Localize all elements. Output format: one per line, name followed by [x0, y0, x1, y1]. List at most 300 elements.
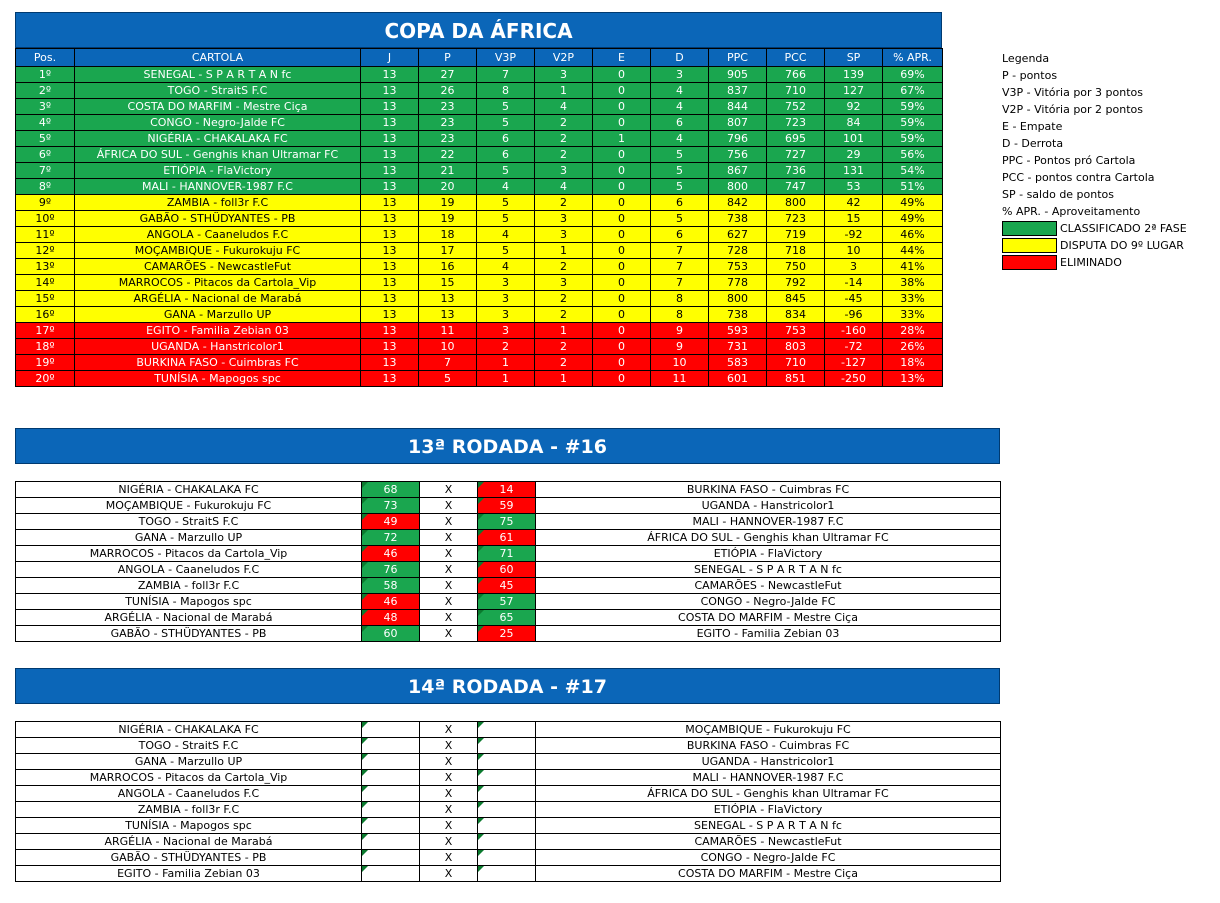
standings-cell-ppc: 800	[709, 179, 767, 195]
standings-cell-e: 0	[593, 195, 651, 211]
header-apr: % APR.	[883, 49, 943, 67]
standings-cell-j: 13	[361, 163, 419, 179]
standings-row	[16, 227, 943, 243]
standings-cell-apr: 67%	[883, 83, 943, 99]
standings-cell-sp: -45	[825, 291, 883, 307]
standings-cell-apr: 49%	[883, 211, 943, 227]
standings-row	[16, 179, 943, 195]
standings-cell-j: 13	[361, 195, 419, 211]
standings-cell-ppc: 738	[709, 211, 767, 227]
match-row	[16, 610, 1001, 626]
standings-cell-p: 5	[419, 371, 477, 387]
home-score: 72	[362, 530, 420, 546]
standings-row	[16, 147, 943, 163]
standings-cell-team: TUNÍSIA - Mapogos spc	[75, 371, 361, 387]
standings-cell-v3p: 3	[477, 291, 535, 307]
standings-cell-j: 13	[361, 243, 419, 259]
legend-entry	[1002, 254, 1217, 271]
match-row	[16, 738, 1001, 754]
standings-cell-sp: 42	[825, 195, 883, 211]
standings-cell-pcc: 792	[767, 275, 825, 291]
standings-cell-v3p: 6	[477, 147, 535, 163]
standings-cell-j: 13	[361, 291, 419, 307]
away-team: MALI - HANNOVER-1987 F.C	[536, 514, 1001, 530]
standings-cell-j: 13	[361, 179, 419, 195]
standings-cell-sp: 53	[825, 179, 883, 195]
standings-cell-team: NIGÉRIA - CHAKALAKA FC	[75, 131, 361, 147]
standings-cell-team: COSTA DO MARFIM - Mestre Ciça	[75, 99, 361, 115]
standings-cell-apr: 18%	[883, 355, 943, 371]
standings-cell-team: GABÃO - STHÜDYANTES - PB	[75, 211, 361, 227]
match-row	[16, 498, 1001, 514]
home-score: 48	[362, 610, 420, 626]
standings-cell-pcc: 750	[767, 259, 825, 275]
versus-separator: X	[420, 834, 478, 850]
standings-row	[16, 131, 943, 147]
standings-cell-e: 0	[593, 99, 651, 115]
standings-cell-j: 13	[361, 371, 419, 387]
away-score: 25	[478, 626, 536, 642]
standings-cell-ppc: 593	[709, 323, 767, 339]
standings-cell-p: 22	[419, 147, 477, 163]
legend-label: CLASSIFICADO 2ª FASE	[1060, 222, 1187, 235]
standings-cell-v2p: 2	[535, 355, 593, 371]
standings-cell-pos: 19º	[16, 355, 75, 371]
standings-cell-p: 23	[419, 99, 477, 115]
home-score	[362, 866, 420, 882]
match-row	[16, 786, 1001, 802]
standings-cell-sp: 101	[825, 131, 883, 147]
standings-cell-p: 23	[419, 115, 477, 131]
legend-entry	[1002, 220, 1217, 237]
standings-cell-v2p: 2	[535, 307, 593, 323]
home-team: NIGÉRIA - CHAKALAKA FC	[16, 482, 362, 498]
standings-cell-v2p: 2	[535, 147, 593, 163]
standings-cell-p: 13	[419, 307, 477, 323]
match-row	[16, 482, 1001, 498]
standings-cell-sp: -72	[825, 339, 883, 355]
versus-separator: X	[420, 786, 478, 802]
standings-cell-ppc: 796	[709, 131, 767, 147]
standings-cell-e: 0	[593, 323, 651, 339]
standings-cell-v2p: 4	[535, 99, 593, 115]
away-score	[478, 786, 536, 802]
standings-cell-pos: 11º	[16, 227, 75, 243]
home-team: TUNÍSIA - Mapogos spc	[16, 818, 362, 834]
legend-line: PPC - Pontos pró Cartola	[1002, 154, 1136, 167]
legend-line: P - pontos	[1002, 69, 1058, 82]
standings-cell-pcc: 747	[767, 179, 825, 195]
away-score: 61	[478, 530, 536, 546]
standings-cell-pos: 2º	[16, 83, 75, 99]
standings-cell-v3p: 5	[477, 195, 535, 211]
standings-cell-apr: 56%	[883, 147, 943, 163]
standings-cell-team: BURKINA FASO - Cuimbras FC	[75, 355, 361, 371]
home-team: NIGÉRIA - CHAKALAKA FC	[16, 722, 362, 738]
standings-cell-pcc: 803	[767, 339, 825, 355]
away-score: 60	[478, 562, 536, 578]
legend-line: PCC - pontos contra Cartola	[1002, 171, 1155, 184]
standings-cell-apr: 59%	[883, 115, 943, 131]
standings-cell-v3p: 3	[477, 307, 535, 323]
standings-cell-sp: -127	[825, 355, 883, 371]
standings-cell-ppc: 837	[709, 83, 767, 99]
match-row	[16, 834, 1001, 850]
standings-cell-pos: 20º	[16, 371, 75, 387]
standings-cell-apr: 33%	[883, 291, 943, 307]
home-team: ARGÉLIA - Nacional de Marabá	[16, 610, 362, 626]
match-row	[16, 626, 1001, 642]
standings-cell-pcc: 723	[767, 211, 825, 227]
standings-cell-v2p: 2	[535, 195, 593, 211]
home-score	[362, 770, 420, 786]
standings-cell-v2p: 2	[535, 339, 593, 355]
standings-cell-p: 15	[419, 275, 477, 291]
standings-row	[16, 355, 943, 371]
away-team: COSTA DO MARFIM - Mestre Ciça	[536, 866, 1001, 882]
away-team: MALI - HANNOVER-1987 F.C	[536, 770, 1001, 786]
header-e: E	[593, 49, 651, 67]
standings-cell-sp: 127	[825, 83, 883, 99]
away-team: CAMARÕES - NewcastleFut	[536, 578, 1001, 594]
away-score	[478, 722, 536, 738]
standings-cell-v2p: 3	[535, 211, 593, 227]
standings-cell-d: 7	[651, 275, 709, 291]
standings-cell-team: ÁFRICA DO SUL - Genghis khan Ultramar FC	[75, 147, 361, 163]
legend	[1002, 50, 1217, 271]
match-row	[16, 578, 1001, 594]
versus-separator: X	[420, 578, 478, 594]
standings-cell-j: 13	[361, 275, 419, 291]
standings-cell-v2p: 3	[535, 275, 593, 291]
versus-separator: X	[420, 626, 478, 642]
standings-cell-pcc: 834	[767, 307, 825, 323]
standings-cell-apr: 38%	[883, 275, 943, 291]
home-score: 46	[362, 546, 420, 562]
away-team: SENEGAL - S P A R T A N fc	[536, 818, 1001, 834]
standings-cell-e: 0	[593, 355, 651, 371]
standings-cell-pos: 17º	[16, 323, 75, 339]
standings-row	[16, 163, 943, 179]
standings-cell-p: 11	[419, 323, 477, 339]
home-team: ANGOLA - Caaneludos F.C	[16, 786, 362, 802]
match-row	[16, 770, 1001, 786]
standings-cell-v2p: 4	[535, 179, 593, 195]
standings-cell-ppc: 905	[709, 67, 767, 83]
standings-cell-v3p: 5	[477, 99, 535, 115]
away-score: 57	[478, 594, 536, 610]
standings-row	[16, 323, 943, 339]
standings-cell-p: 26	[419, 83, 477, 99]
standings-cell-team: EGITO - Familia Zebian 03	[75, 323, 361, 339]
standings-cell-pcc: 695	[767, 131, 825, 147]
header-v3p: V3P	[477, 49, 535, 67]
match-row	[16, 850, 1001, 866]
standings-cell-p: 13	[419, 291, 477, 307]
legend-line: E - Empate	[1002, 120, 1063, 133]
standings-cell-ppc: 867	[709, 163, 767, 179]
standings-header-row	[16, 49, 943, 67]
standings-cell-pos: 3º	[16, 99, 75, 115]
standings-cell-p: 27	[419, 67, 477, 83]
standings-cell-team: CAMARÕES - NewcastleFut	[75, 259, 361, 275]
standings-cell-e: 0	[593, 275, 651, 291]
standings-row	[16, 99, 943, 115]
standings-cell-v3p: 5	[477, 115, 535, 131]
standings-cell-v2p: 3	[535, 227, 593, 243]
standings-cell-e: 0	[593, 227, 651, 243]
versus-separator: X	[420, 738, 478, 754]
versus-separator: X	[420, 866, 478, 882]
standings-cell-v2p: 1	[535, 323, 593, 339]
standings-cell-ppc: 807	[709, 115, 767, 131]
home-team: GANA - Marzullo UP	[16, 754, 362, 770]
standings-cell-e: 0	[593, 83, 651, 99]
standings-cell-team: MOÇAMBIQUE - Fukurokuju FC	[75, 243, 361, 259]
away-team: UGANDA - Hanstricolor1	[536, 498, 1001, 514]
away-score: 59	[478, 498, 536, 514]
standings-cell-ppc: 778	[709, 275, 767, 291]
away-score	[478, 802, 536, 818]
standings-cell-ppc: 844	[709, 99, 767, 115]
home-team: MARROCOS - Pitacos da Cartola_Vip	[16, 770, 362, 786]
standings-cell-apr: 49%	[883, 195, 943, 211]
standings-cell-v2p: 2	[535, 131, 593, 147]
home-score: 49	[362, 514, 420, 530]
standings-cell-pcc: 710	[767, 83, 825, 99]
home-score	[362, 786, 420, 802]
standings-cell-apr: 33%	[883, 307, 943, 323]
standings-cell-team: ZAMBIA - foll3r F.C	[75, 195, 361, 211]
standings-cell-ppc: 842	[709, 195, 767, 211]
standings-cell-v2p: 2	[535, 291, 593, 307]
legend-entry	[1002, 237, 1217, 254]
versus-separator: X	[420, 594, 478, 610]
standings-cell-d: 5	[651, 147, 709, 163]
legend-line: % APR. - Aproveitamento	[1002, 205, 1141, 218]
standings-cell-pcc: 710	[767, 355, 825, 371]
standings-cell-team: ETIÓPIA - FlaVictory	[75, 163, 361, 179]
standings-cell-d: 7	[651, 243, 709, 259]
standings-cell-p: 18	[419, 227, 477, 243]
standings-cell-pcc: 727	[767, 147, 825, 163]
header-j: J	[361, 49, 419, 67]
standings-cell-v3p: 4	[477, 179, 535, 195]
home-team: MARROCOS - Pitacos da Cartola_Vip	[16, 546, 362, 562]
standings-cell-pcc: 766	[767, 67, 825, 83]
header-cartola: CARTOLA	[75, 49, 361, 67]
standings-cell-e: 0	[593, 307, 651, 323]
standings-cell-j: 13	[361, 83, 419, 99]
standings-cell-e: 0	[593, 179, 651, 195]
standings-cell-ppc: 601	[709, 371, 767, 387]
standings-cell-pcc: 752	[767, 99, 825, 115]
versus-separator: X	[420, 818, 478, 834]
standings-cell-pos: 6º	[16, 147, 75, 163]
versus-separator: X	[420, 754, 478, 770]
standings-cell-j: 13	[361, 323, 419, 339]
standings-row	[16, 259, 943, 275]
home-score	[362, 738, 420, 754]
standings-cell-e: 0	[593, 243, 651, 259]
standings-cell-pcc: 723	[767, 115, 825, 131]
standings-cell-pcc: 845	[767, 291, 825, 307]
away-score	[478, 738, 536, 754]
standings-cell-apr: 26%	[883, 339, 943, 355]
standings-cell-pos: 12º	[16, 243, 75, 259]
header-p: P	[419, 49, 477, 67]
standings-cell-apr: 69%	[883, 67, 943, 83]
legend-line: SP - saldo de pontos	[1002, 188, 1115, 201]
standings-cell-v3p: 5	[477, 163, 535, 179]
standings-cell-j: 13	[361, 115, 419, 131]
home-score	[362, 818, 420, 834]
standings-cell-team: TOGO - StraitS F.C	[75, 83, 361, 99]
standings-cell-d: 5	[651, 163, 709, 179]
standings-cell-d: 4	[651, 99, 709, 115]
standings-cell-pos: 7º	[16, 163, 75, 179]
standings-cell-p: 17	[419, 243, 477, 259]
away-score: 45	[478, 578, 536, 594]
home-score: 73	[362, 498, 420, 514]
standings-cell-apr: 59%	[883, 99, 943, 115]
standings-cell-d: 8	[651, 307, 709, 323]
away-team: CONGO - Negro-Jalde FC	[536, 594, 1001, 610]
standings-cell-sp: -14	[825, 275, 883, 291]
away-team: BURKINA FASO - Cuimbras FC	[536, 482, 1001, 498]
header-sp: SP	[825, 49, 883, 67]
away-score: 14	[478, 482, 536, 498]
standings-cell-v3p: 6	[477, 131, 535, 147]
away-team: MOÇAMBIQUE - Fukurokuju FC	[536, 722, 1001, 738]
standings-cell-v3p: 3	[477, 275, 535, 291]
away-team: ETIÓPIA - FlaVictory	[536, 802, 1001, 818]
standings-cell-pcc: 719	[767, 227, 825, 243]
legend-label: DISPUTA DO 9º LUGAR	[1060, 239, 1184, 252]
standings-cell-d: 6	[651, 227, 709, 243]
away-team: ÁFRICA DO SUL - Genghis khan Ultramar FC	[536, 786, 1001, 802]
standings-cell-e: 0	[593, 371, 651, 387]
standings-cell-v2p: 1	[535, 83, 593, 99]
versus-separator: X	[420, 482, 478, 498]
standings-cell-pcc: 753	[767, 323, 825, 339]
standings-cell-d: 9	[651, 339, 709, 355]
standings-cell-e: 0	[593, 115, 651, 131]
standings-row	[16, 211, 943, 227]
standings-cell-ppc: 728	[709, 243, 767, 259]
home-team: GABÃO - STHÜDYANTES - PB	[16, 626, 362, 642]
home-team: ANGOLA - Caaneludos F.C	[16, 562, 362, 578]
home-team: MOÇAMBIQUE - Fukurokuju FC	[16, 498, 362, 514]
standings-cell-d: 6	[651, 115, 709, 131]
standings-cell-pos: 15º	[16, 291, 75, 307]
standings-cell-sp: -96	[825, 307, 883, 323]
standings-cell-apr: 54%	[883, 163, 943, 179]
home-team: TUNÍSIA - Mapogos spc	[16, 594, 362, 610]
standings-cell-p: 19	[419, 195, 477, 211]
away-team: UGANDA - Hanstricolor1	[536, 754, 1001, 770]
away-score: 65	[478, 610, 536, 626]
home-score	[362, 754, 420, 770]
standings-cell-d: 5	[651, 179, 709, 195]
standings-cell-j: 13	[361, 259, 419, 275]
away-team: ÁFRICA DO SUL - Genghis khan Ultramar FC	[536, 530, 1001, 546]
standings-cell-d: 6	[651, 195, 709, 211]
header-pcc: PCC	[767, 49, 825, 67]
header-pos: Pos.	[16, 49, 75, 67]
versus-separator: X	[420, 530, 478, 546]
standings-cell-pos: 10º	[16, 211, 75, 227]
home-score	[362, 722, 420, 738]
away-score	[478, 770, 536, 786]
standings-cell-pcc: 851	[767, 371, 825, 387]
match-row	[16, 722, 1001, 738]
home-team: ARGÉLIA - Nacional de Marabá	[16, 834, 362, 850]
home-score: 58	[362, 578, 420, 594]
header-d: D	[651, 49, 709, 67]
versus-separator: X	[420, 770, 478, 786]
standings-cell-team: MALI - HANNOVER-1987 F.C	[75, 179, 361, 195]
home-score	[362, 802, 420, 818]
standings-cell-apr: 28%	[883, 323, 943, 339]
versus-separator: X	[420, 498, 478, 514]
standings-cell-ppc: 738	[709, 307, 767, 323]
standings-cell-pos: 16º	[16, 307, 75, 323]
standings-cell-v3p: 8	[477, 83, 535, 99]
standings-cell-e: 0	[593, 291, 651, 307]
standings-cell-sp: -92	[825, 227, 883, 243]
home-score	[362, 834, 420, 850]
away-score	[478, 818, 536, 834]
standings-cell-d: 4	[651, 83, 709, 99]
away-team: COSTA DO MARFIM - Mestre Ciça	[536, 610, 1001, 626]
standings-cell-team: GANA - Marzullo UP	[75, 307, 361, 323]
standings-cell-sp: 92	[825, 99, 883, 115]
standings-row	[16, 371, 943, 387]
standings-cell-j: 13	[361, 307, 419, 323]
standings-cell-d: 4	[651, 131, 709, 147]
standings-cell-sp: 29	[825, 147, 883, 163]
standings-cell-j: 13	[361, 131, 419, 147]
standings-cell-pcc: 718	[767, 243, 825, 259]
standings-cell-d: 3	[651, 67, 709, 83]
standings-cell-pos: 13º	[16, 259, 75, 275]
standings-cell-ppc: 800	[709, 291, 767, 307]
standings-cell-sp: 131	[825, 163, 883, 179]
standings-cell-pos: 14º	[16, 275, 75, 291]
standings-row	[16, 291, 943, 307]
away-team: ETIÓPIA - FlaVictory	[536, 546, 1001, 562]
standings-cell-apr: 46%	[883, 227, 943, 243]
home-team: GANA - Marzullo UP	[16, 530, 362, 546]
home-score: 68	[362, 482, 420, 498]
standings-row	[16, 339, 943, 355]
match-row	[16, 530, 1001, 546]
versus-separator: X	[420, 850, 478, 866]
standings-cell-v2p: 3	[535, 163, 593, 179]
standings-title: COPA DA ÁFRICA	[15, 12, 942, 48]
versus-separator: X	[420, 802, 478, 818]
standings-cell-v3p: 1	[477, 371, 535, 387]
standings-row	[16, 307, 943, 323]
standings-row	[16, 83, 943, 99]
standings-cell-pcc: 800	[767, 195, 825, 211]
standings-cell-apr: 51%	[883, 179, 943, 195]
standings-cell-p: 21	[419, 163, 477, 179]
away-team: EGITO - Familia Zebian 03	[536, 626, 1001, 642]
legend-swatch	[1002, 221, 1057, 236]
standings-cell-e: 0	[593, 147, 651, 163]
